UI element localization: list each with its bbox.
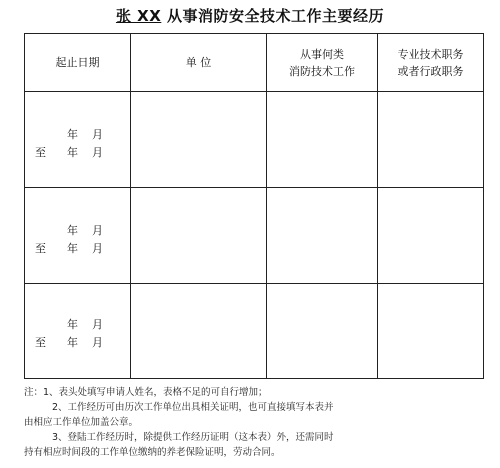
- position-cell[interactable]: [378, 284, 483, 378]
- employer-cell[interactable]: [131, 188, 267, 283]
- applicant-name: 张 XX: [115, 7, 162, 25]
- end-date-label: 年 月: [67, 146, 103, 159]
- to-label: 至: [35, 146, 46, 159]
- document-title: [0, 5, 500, 26]
- position-cell[interactable]: [378, 92, 483, 187]
- note-1: 注：1、表头处填写申请人姓名，表格不足的可自行增加；: [24, 387, 268, 398]
- table-header-row: [25, 34, 483, 92]
- start-date-label: 年 月: [67, 128, 103, 141]
- end-date-label: 年 月: [67, 336, 103, 349]
- work-history-table: [24, 33, 484, 379]
- table-row: [25, 92, 483, 188]
- end-date-label: 年 月: [67, 242, 103, 255]
- start-date-label: 年 月: [67, 224, 103, 237]
- date-range-cell[interactable]: [25, 284, 131, 378]
- note-2-line-2: 由相应工作单位加盖公章。: [24, 417, 139, 428]
- position-cell[interactable]: [378, 188, 483, 283]
- title-text: 从事消防安全技术工作主要经历: [161, 7, 385, 25]
- employer-cell[interactable]: [131, 284, 267, 378]
- start-date-label: 年 月: [67, 318, 103, 331]
- to-label: 至: [35, 242, 46, 255]
- note-3-line-2: 持有相应时间段的工作单位缴纳的养老保险证明，劳动合同。: [24, 447, 281, 458]
- table-row: [25, 284, 483, 378]
- header-work-type: 从事何类 消防技术工作: [267, 34, 378, 91]
- header-date-range: 起止日期: [25, 34, 131, 91]
- employer-cell[interactable]: [131, 92, 267, 187]
- footnotes: [24, 385, 484, 460]
- header-employer: 单 位: [131, 34, 267, 91]
- work-type-cell[interactable]: [267, 188, 378, 283]
- note-3-line-1: 3、登陆工作经历时，除提供工作经历证明（这本表）外，还需同时: [52, 432, 334, 443]
- work-type-cell[interactable]: [267, 284, 378, 378]
- work-type-cell[interactable]: [267, 92, 378, 187]
- to-label: 至: [35, 336, 46, 349]
- table-row: [25, 188, 483, 284]
- header-position: 专业技术职务 或者行政职务: [397, 47, 464, 78]
- note-2-line-1: 2、工作经历可由历次工作单位出具相关证明，也可直接填写本表并: [52, 402, 334, 413]
- date-range-cell[interactable]: [25, 92, 131, 187]
- date-range-cell[interactable]: [25, 188, 131, 283]
